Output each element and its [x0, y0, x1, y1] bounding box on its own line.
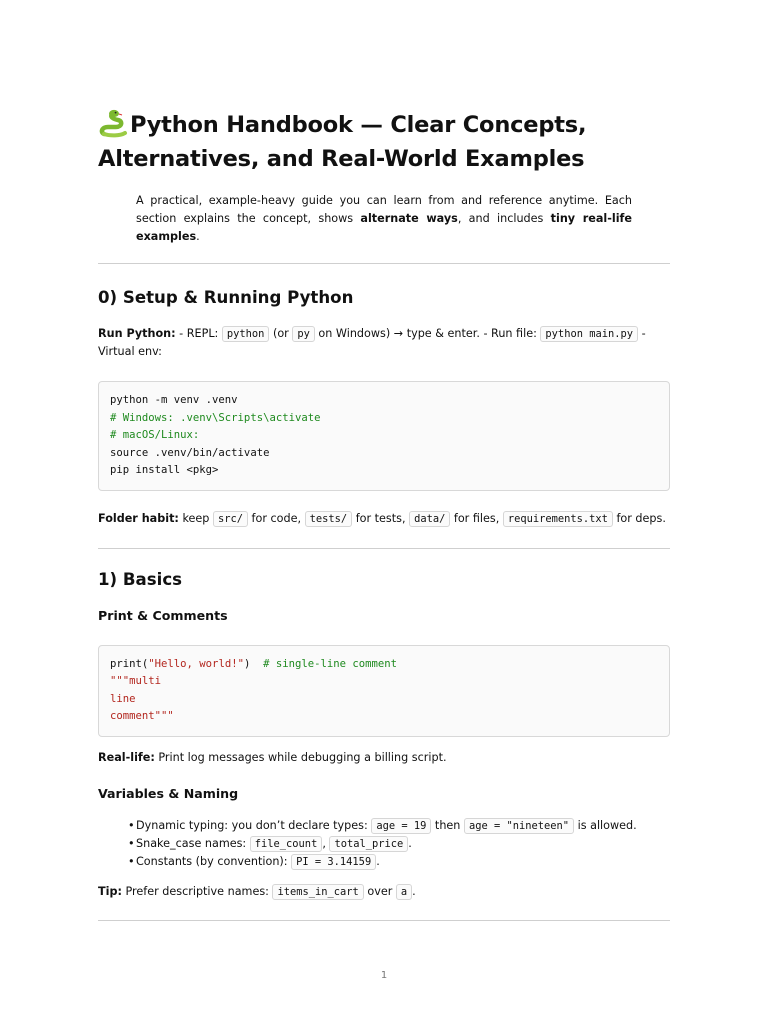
- folder-habit-paragraph: [98, 510, 670, 528]
- code-block-venv: [98, 381, 670, 491]
- text: Print log messages while debugging a billing script.: [154, 750, 447, 764]
- text: over: [363, 884, 396, 898]
- code-line: pip install <pkg>: [110, 464, 219, 476]
- text: for files,: [450, 511, 503, 525]
- code-string: line: [110, 692, 136, 705]
- page-number: 1: [380, 970, 388, 981]
- text: .: [408, 836, 412, 850]
- inline-code: data/: [409, 511, 450, 527]
- title-line-1: Python Handbook — Clear Concepts,: [130, 112, 587, 138]
- text: is allowed.: [574, 818, 637, 832]
- inline-code: total_price: [329, 836, 408, 852]
- text: (or: [269, 327, 293, 340]
- inline-code: age = "nineteen": [464, 818, 574, 834]
- run-python-paragraph: [98, 325, 670, 361]
- intro-text: A practical, example-heavy guide you can learn from and reference anytime. Each section explains the concept, shows: [136, 194, 632, 225]
- intro-text: .: [196, 230, 200, 243]
- code-token: print(: [110, 657, 149, 670]
- run-python-label: Run Python:: [98, 327, 176, 340]
- tip-paragraph: [98, 883, 670, 901]
- text: Dynamic typing: you don’t declare types:: [136, 818, 372, 832]
- text: for code,: [248, 511, 305, 525]
- text: ,: [322, 836, 330, 850]
- text: Snake_case names:: [136, 836, 250, 850]
- inline-code: items_in_cart: [272, 884, 363, 900]
- real-life-label: Real-life:: [98, 750, 155, 764]
- text: for deps.: [612, 511, 666, 525]
- list-item: [128, 817, 670, 835]
- inline-code: python: [222, 326, 270, 342]
- intro-bold-alternate: alternate ways: [360, 212, 458, 225]
- text: keep: [178, 511, 213, 525]
- inline-code: requirements.txt: [503, 511, 613, 527]
- intro-paragraph: [136, 192, 632, 246]
- inline-code: file_count: [250, 836, 323, 852]
- real-life-paragraph: [98, 749, 670, 767]
- bullet-list: [98, 817, 670, 871]
- snake-icon: [98, 108, 130, 138]
- subheading-variables-naming: Variables & Naming: [98, 785, 239, 801]
- subheading-print-comments: Print & Comments: [98, 607, 228, 623]
- title-line-2: Alternatives, and Real-World Examples: [98, 146, 585, 172]
- intro-bold-examples: tiny real-life examples: [136, 212, 632, 243]
- text: for tests,: [352, 511, 410, 525]
- inline-code: tests/: [305, 511, 353, 527]
- code-string: comment""": [110, 710, 174, 722]
- bullet: •: [128, 818, 135, 832]
- inline-code: PI = 3.14159: [291, 854, 376, 870]
- text: - Virtual env:: [98, 327, 646, 358]
- inline-code: age = 19: [371, 818, 431, 834]
- divider: [98, 548, 670, 549]
- inline-code: src/: [213, 511, 248, 527]
- section-heading-basics: 1) Basics: [98, 569, 183, 589]
- code-comment: # Windows: .venv\Scripts\activate: [110, 411, 321, 424]
- text: .: [376, 854, 380, 868]
- bullet: •: [128, 836, 135, 850]
- text: Prefer descriptive names:: [121, 884, 273, 898]
- code-comment: # single-line comment: [263, 657, 398, 670]
- code-comment: # macOS/Linux:: [110, 429, 200, 441]
- code-token: ): [243, 657, 264, 670]
- code-string: """multi: [110, 675, 162, 687]
- section-heading-setup: 0) Setup & Running Python: [98, 288, 354, 307]
- bullet: •: [128, 854, 135, 868]
- folder-habit-label: Folder habit:: [98, 511, 179, 525]
- tip-label: Tip:: [98, 884, 122, 898]
- text: on Windows) → type & enter. - Run file:: [314, 327, 541, 340]
- intro-text: , and includes: [457, 212, 551, 225]
- divider: [98, 920, 670, 921]
- document-page: [98, 108, 670, 921]
- code-string: "Hello, world!": [148, 657, 244, 670]
- list-item: [128, 853, 670, 871]
- code-line: python -m venv .venv: [110, 394, 238, 406]
- code-block-print: [98, 645, 670, 737]
- text: .: [412, 884, 416, 898]
- text: Constants (by convention):: [136, 854, 292, 868]
- inline-code: py: [292, 326, 315, 342]
- text: then: [431, 818, 464, 832]
- code-line: source .venv/bin/activate: [110, 446, 270, 459]
- inline-code: python main.py: [540, 326, 638, 342]
- list-item: [128, 835, 670, 853]
- text: - REPL:: [175, 327, 222, 340]
- inline-code: a: [396, 884, 412, 900]
- divider: [98, 263, 670, 264]
- page-title: [98, 108, 670, 176]
